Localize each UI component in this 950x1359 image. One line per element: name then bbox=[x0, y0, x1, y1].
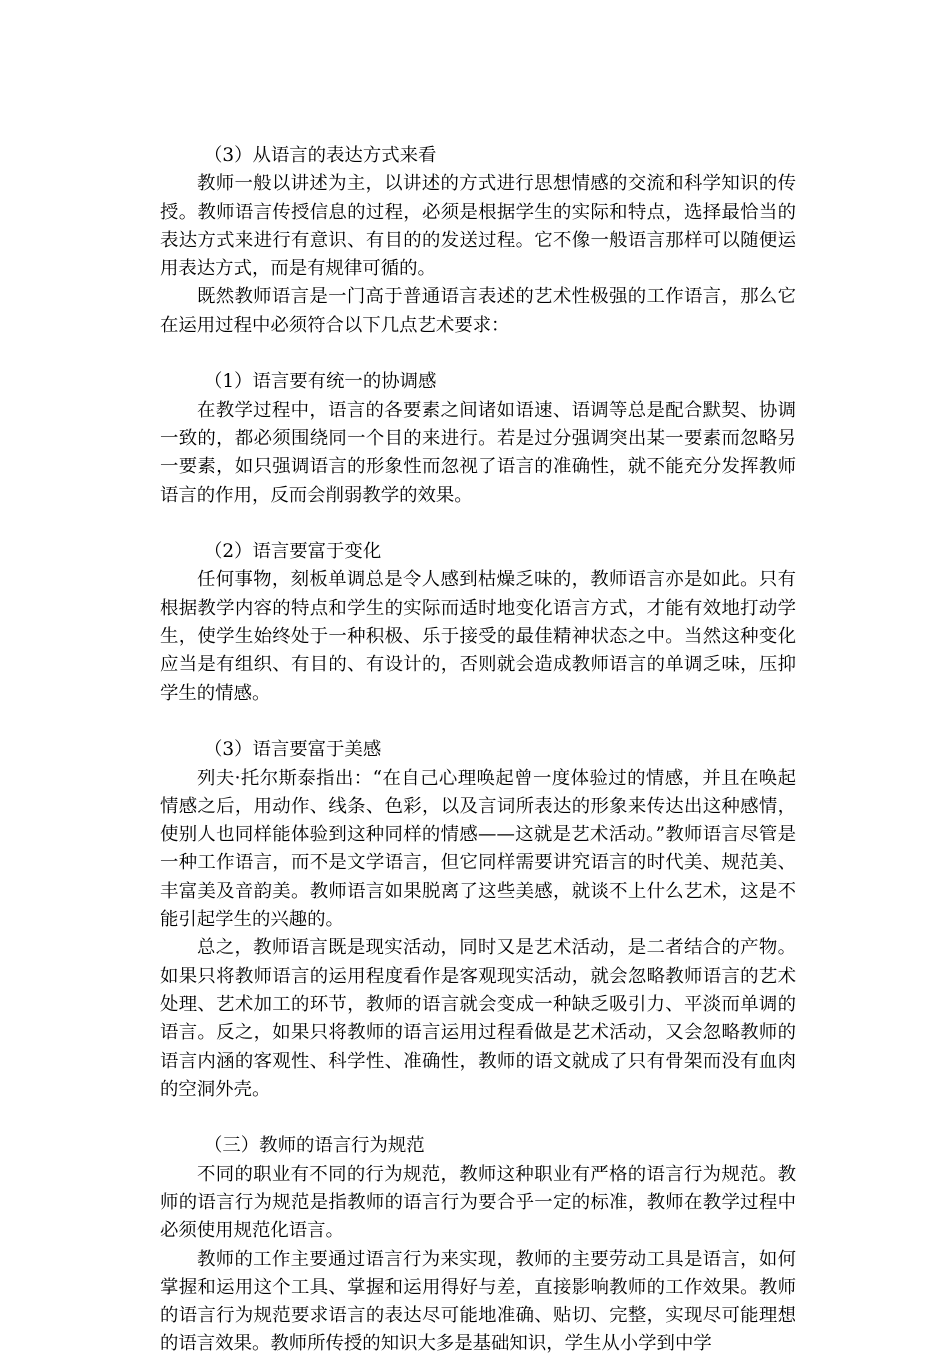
paragraph: 不同的职业有不同的行为规范，教师这种职业有严格的语言行为规范。教师的语言行为规范是指教师的语言行为要合乎一定的标准，教师在教学过程中必须使用规范化语言。 bbox=[160, 1163, 796, 1242]
paragraph: 既然教师语言是一门高于普通语言表述的艺术性极强的工作语言，那么它在运用过程中必须符合以下几点艺术要求： bbox=[160, 286, 796, 336]
paragraph: 列夫·托尔斯泰指出：“在自己心理唤起曾一度体验过的情感，并且在唤起情感之后，用动作、线条、色彩，以及言词所表达的形象来传达出这种感情，使别人也同样能体验到这种同样的情感——这就是艺术活动。”教师语言尽管是一种工作语言，而不是文学语言，但它同样需要讲究语言的时代美、规范美、丰富美及音韵美。教师语言如果脱离了这些美感，就谈不上什么艺术，这是不能引起学生的兴趣的。 bbox=[160, 767, 796, 931]
blank-line bbox=[160, 708, 796, 736]
paragraph: 教师一般以讲述为主，以讲述的方式进行思想情感的交流和科学知识的传授。教师语言传授信息的过程，必须是根据学生的实际和特点，选择最恰当的表达方式来进行有意识、有目的的发送过程。它不像一般语言那样可以随便运用表达方式，而是有规律可循的。 bbox=[160, 173, 796, 280]
paragraph: 教师的工作主要通过语言行为来实现，教师的主要劳动工具是语言，如何掌握和运用这个工具、掌握和运用得好与差，直接影响教师的工作效果。教师的语言行为规范要求语言的表达尽可能地准确、贴切、完整，实现尽可能理想的语言效果。教师所传授的知识大多是基础知识，学生从小学到中学 bbox=[160, 1248, 796, 1355]
section-heading: （3）从语言的表达方式来看 bbox=[204, 145, 437, 166]
document-body bbox=[160, 142, 796, 1359]
blank-line bbox=[160, 510, 796, 538]
section-heading: （3）语言要富于美感 bbox=[204, 739, 382, 761]
paragraph: 在教学过程中，语言的各要素之间诸如语速、语调等总是配合默契、协调一致的，都必须围绕同一个目的来进行。若是过分强调突出某一要素而忽略另一要素，如只强调语言的形象性而忽视了语言的准确性，就不能充分发挥教师语言的作用，反而会削弱教学的效果。 bbox=[160, 399, 796, 506]
paragraph: 总之，教师语言既是现实活动，同时又是艺术活动，是二者结合的产物。如果只将教师语言的运用程度看作是客观现实活动，就会忽略教师语言的艺术处理、艺术加工的环节，教师的语言就会变成一种缺乏吸引力、平淡而单调的语言。反之，如果只将教师的语言运用过程看做是艺术活动，又会忽略教师的语言内涵的客观性、科学性、准确性，教师的语文就成了只有骨架而没有血肉的空洞外壳。 bbox=[160, 937, 796, 1100]
section-heading: （2）语言要富于变化 bbox=[204, 541, 382, 563]
blank-line bbox=[160, 1104, 796, 1132]
section-heading: （1）语言要有统一的协调感 bbox=[204, 371, 437, 393]
section-heading: （三）教师的语言行为规范 bbox=[204, 1135, 425, 1157]
blank-line bbox=[160, 340, 796, 368]
paragraph: 任何事物，刻板单调总是令人感到枯燥乏味的，教师语言亦是如此。只有根据教学内容的特点和学生的实际而适时地变化语言方式，才能有效地打动学生，使学生始终处于一种积极、乐于接受的最佳精神状态之中。当然这种变化应当是有组织、有目的、有设计的，否则就会造成教师语言的单调乏味，压抑学生的情感。 bbox=[160, 569, 796, 704]
